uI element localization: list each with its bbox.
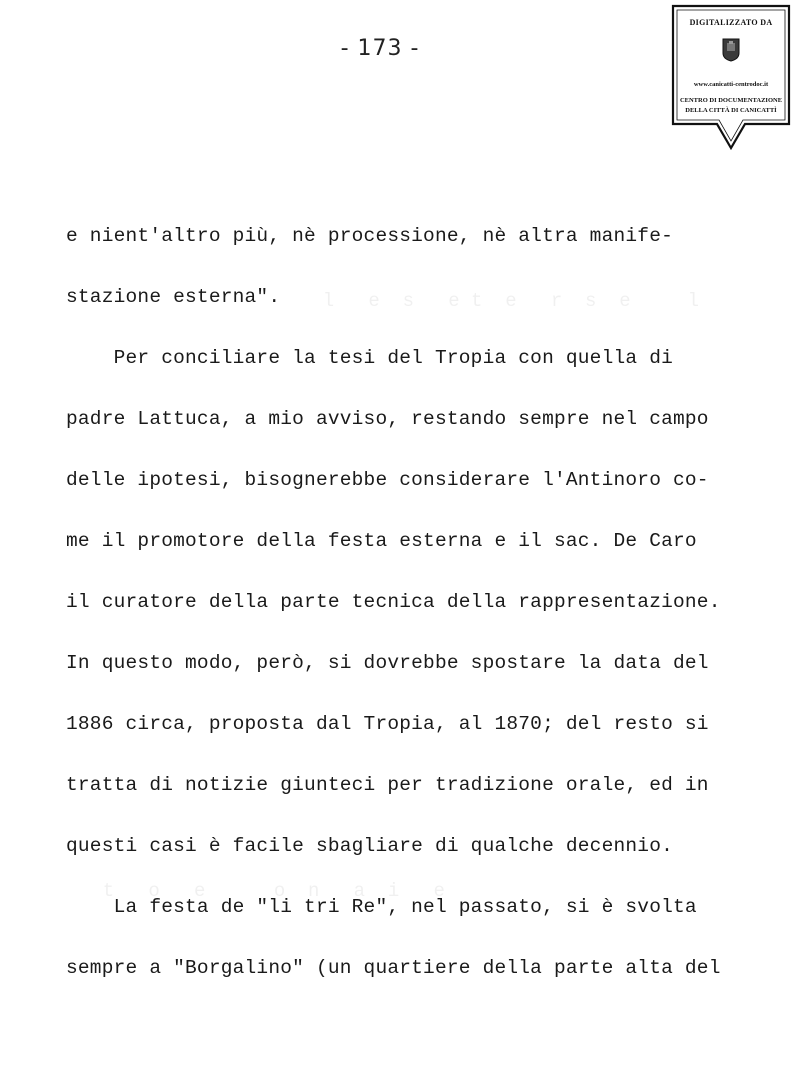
text-line: sempre a "Borgalino" (un quartiere della parte alta del [66,957,721,979]
stamp-org-line-2: DELLA CITTÀ DI CANICATTÌ [685,106,777,114]
stamp-org-line-1: CENTRO DI DOCUMENTAZIONE [679,97,783,104]
text-line: e nient'altro più, nè processione, nè altra manife- [66,225,673,247]
document-body [66,206,786,999]
text-line: La festa de "li tri Re", nel passato, si è svolta [66,896,697,918]
text-line: questi casi è facile sbagliare di qualche decennio. [66,835,673,857]
text-line: 1886 circa, proposta dal Tropia, al 1870; del resto si [66,713,709,735]
digitization-stamp [671,4,791,150]
stamp-title: DIGITALIZZATO DA [689,18,773,27]
stamp-organization [671,96,791,115]
city-crest-icon [722,38,740,62]
text-line: me il promotore della festa esterna e il sac. De Caro [66,530,697,552]
text-line: In questo modo, però, si dovrebbe spostare la data del [66,652,709,674]
stamp-url: www.canicatti-centrodoc.it [693,81,769,88]
text-line: padre Lattuca, a mio avviso, restando sempre nel campo [66,408,709,430]
bleed-through-text: t o e o n a i e [80,880,445,902]
text-line: tratta di notizie giunteci per tradizione orale, ed in [66,774,709,796]
text-line: delle ipotesi, bisognerebbe considerare l'Antinoro co- [66,469,709,491]
page-number: - 173 - [340,36,420,61]
bleed-through-text: l e s e t e r s e l [300,290,700,312]
text-line: stazione esterna". [66,286,281,308]
text-line: il curatore della parte tecnica della rappresentazione. [66,591,721,613]
text-line: Per conciliare la tesi del Tropia con quella di [66,347,673,369]
